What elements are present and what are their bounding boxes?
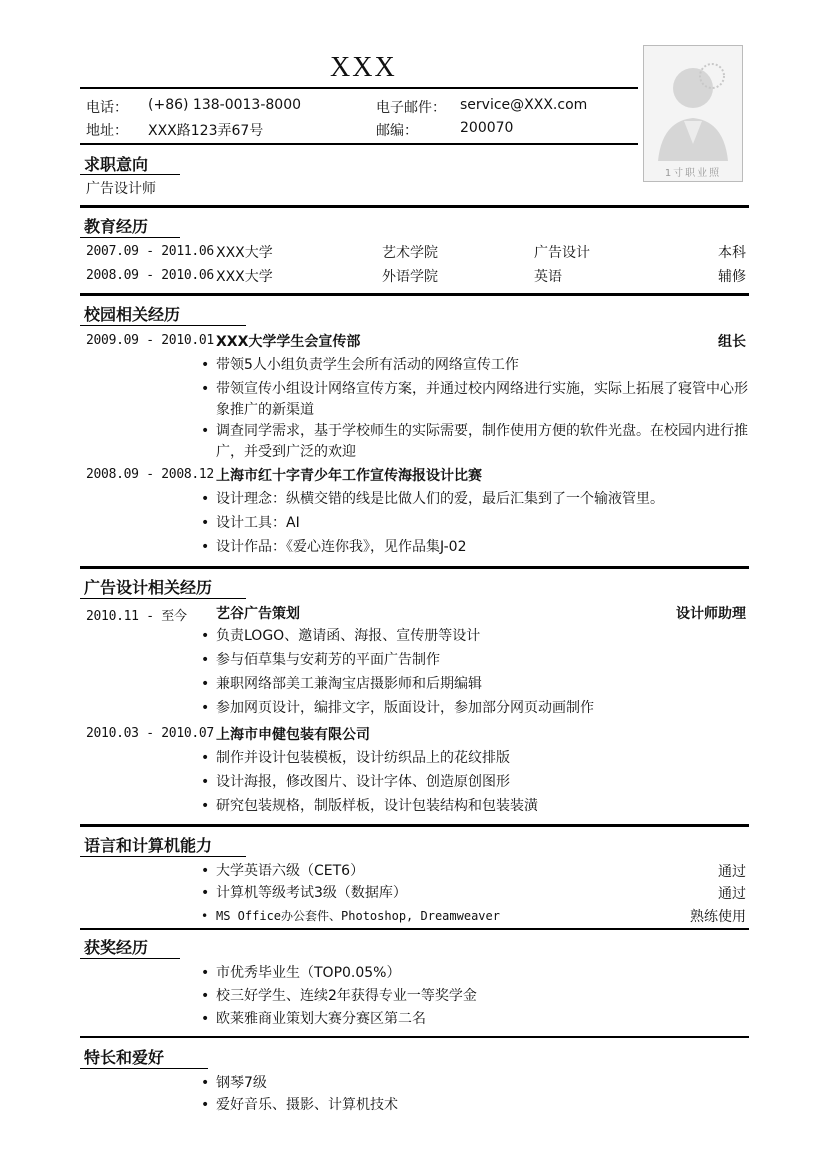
edu-degree: 辅修 — [718, 269, 746, 285]
phone-value: (+86) 138-0013-8000 — [148, 97, 302, 113]
list-item: • 设计海报，修改图片、设计字体、创造原创图形 — [216, 772, 748, 793]
ad-exp-title: 广告设计相关经历 — [84, 578, 213, 597]
objective-value: 广告设计师 — [86, 181, 156, 197]
zip-value: 200070 — [460, 120, 514, 136]
hobbies-title: 特长和爱好 — [84, 1048, 165, 1067]
section-rule — [80, 928, 749, 930]
edu-school: XXX大学 — [216, 245, 273, 261]
zip-label: 邮编： — [376, 123, 418, 139]
avatar-silhouette-icon — [644, 46, 742, 166]
ad-exp-title-underline — [80, 598, 246, 599]
list-item: • 欧莱雅商业策划大赛分赛区第二名 — [216, 1009, 748, 1030]
skill-level: 通过 — [718, 886, 746, 902]
list-item: • 设计作品：《爱心连你我》，见作品集J-02 — [216, 537, 748, 558]
campus-role: 组长 — [718, 334, 746, 350]
skill-level: 熟练使用 — [690, 909, 746, 925]
address-value: XXX路123弄67号 — [148, 123, 264, 139]
address-label: 地址： — [86, 123, 128, 139]
list-item: • MS Office办公套件、Photoshop, Dreamweaver — [216, 906, 636, 927]
objective-title-underline — [80, 174, 180, 175]
campus-date: 2008.09 - 2008.12 — [86, 467, 214, 482]
list-item: • 兼职网络部美工兼淘宝店摄影师和后期编辑 — [216, 674, 748, 695]
list-item: • 计算机等级考试3级（数据库） — [216, 883, 636, 904]
list-item: • 带领5人小组负责学生会所有活动的网络宣传工作 — [216, 355, 748, 376]
section-rule — [80, 566, 749, 569]
campus-org: 上海市红十字青少年工作宣传海报设计比赛 — [216, 468, 482, 484]
edu-date: 2008.09 - 2010.06 — [86, 268, 214, 283]
list-item: • 参加网页设计，编排文字，版面设计，参加部分网页动画制作 — [216, 698, 748, 719]
awards-title-underline — [80, 958, 180, 959]
list-item: • 钢琴7级 — [216, 1073, 748, 1094]
header-bottom-rule — [80, 143, 638, 145]
ad-exp-role: 设计师助理 — [676, 606, 746, 622]
photo-caption: 1寸职业照 — [664, 168, 722, 179]
list-item: • 大学英语六级（CET6） — [216, 861, 636, 882]
list-item: • 校三好学生、连续2年获得专业一等奖学金 — [216, 986, 748, 1007]
list-item: • 制作并设计包装模板，设计纺织品上的花纹排版 — [216, 748, 748, 769]
email-value: service@XXX.com — [460, 97, 588, 113]
list-item: • 研究包装规格，制版样板，设计包装结构和包装装潢 — [216, 796, 748, 817]
list-item: • 带领宣传小组设计网络宣传方案，并通过校内网络进行实施，实际上拓展了寝管中心形象推广的新渠道 — [216, 379, 748, 421]
edu-college: 外语学院 — [382, 269, 438, 285]
edu-major: 英语 — [534, 269, 562, 285]
ad-exp-org: 艺谷广告策划 — [216, 606, 300, 622]
campus-org: XXX大学学生会宣传部 — [216, 334, 361, 350]
skill-level: 通过 — [718, 864, 746, 880]
ad-exp-date: 2010.03 - 2010.07 — [86, 726, 214, 741]
campus-title-underline — [80, 325, 246, 326]
list-item: • 设计理念：纵横交错的线是比做人们的爱，最后汇集到了一个输液管里。 — [216, 489, 748, 510]
education-title: 教育经历 — [84, 217, 149, 236]
list-item: • 设计工具：AI — [216, 513, 748, 534]
hobbies-title-underline — [80, 1068, 208, 1069]
section-rule — [80, 824, 749, 827]
edu-degree: 本科 — [718, 245, 746, 261]
list-item: • 负责LOGO、邀请函、海报、宣传册等设计 — [216, 626, 748, 647]
ad-exp-date: 2010.11 - 至今 — [86, 609, 187, 624]
edu-school: XXX大学 — [216, 269, 273, 285]
edu-major: 广告设计 — [534, 245, 590, 261]
list-item: • 参与佰草集与安莉芳的平面广告制作 — [216, 650, 748, 671]
section-rule — [80, 293, 749, 296]
list-item: • 市优秀毕业生（TOP0.05%） — [216, 963, 748, 984]
header-top-rule — [80, 87, 638, 89]
resume-name: XXX — [330, 52, 397, 83]
skills-title: 语言和计算机能力 — [84, 836, 213, 855]
edu-date: 2007.09 - 2011.06 — [86, 244, 214, 259]
education-title-underline — [80, 237, 180, 238]
section-rule — [80, 1036, 749, 1038]
list-item: • 调查同学需求，基于学校师生的实际需要，制作使用方便的软件光盘。在校园内进行推广，并受到广泛的欢迎 — [216, 421, 748, 463]
campus-date: 2009.09 - 2010.01 — [86, 333, 214, 348]
phone-label: 电话： — [86, 100, 128, 116]
section-rule — [80, 205, 749, 208]
awards-title: 获奖经历 — [84, 938, 149, 957]
objective-title: 求职意向 — [84, 155, 149, 174]
profile-photo — [643, 45, 743, 182]
skills-title-underline — [80, 856, 246, 857]
campus-title: 校园相关经历 — [84, 305, 181, 324]
ad-exp-org: 上海市申健包装有限公司 — [216, 727, 370, 743]
edu-college: 艺术学院 — [382, 245, 438, 261]
list-item: • 爱好音乐、摄影、计算机技术 — [216, 1095, 748, 1116]
email-label: 电子邮件： — [376, 100, 446, 116]
